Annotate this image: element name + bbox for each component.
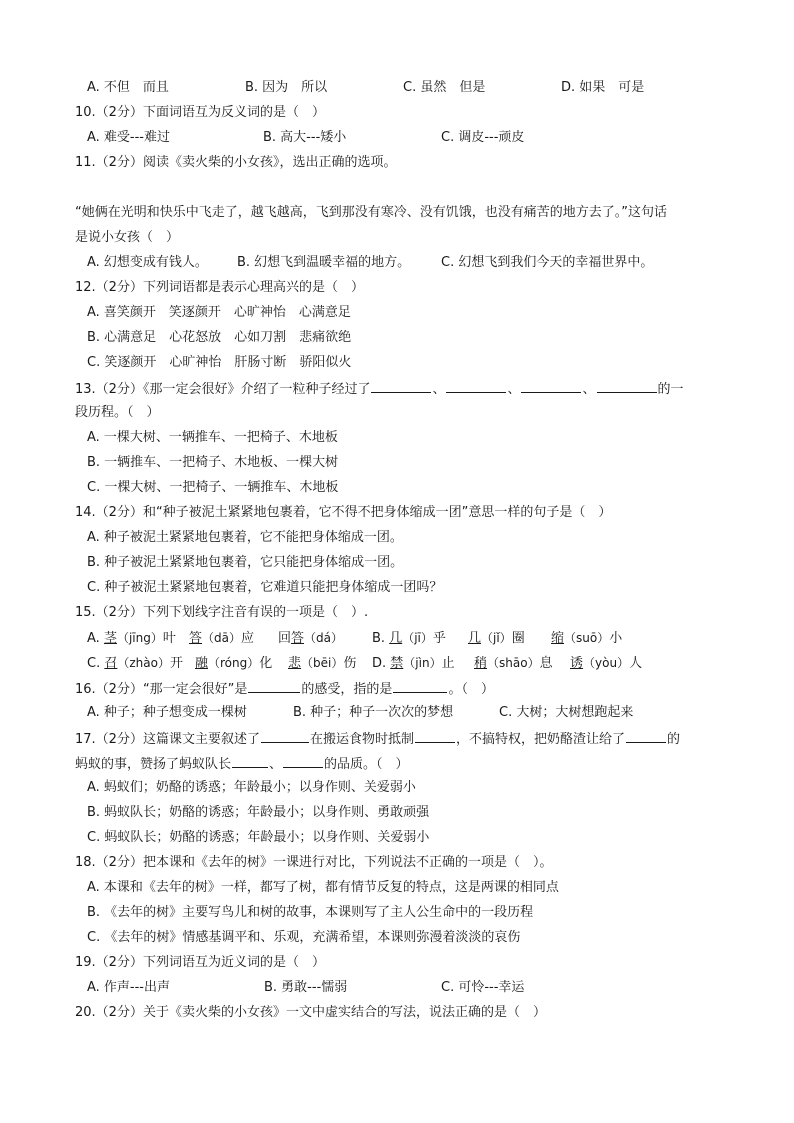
q15-item-a3: 回答（dá） — [278, 631, 344, 646]
q12-stem: 12.（2分）下列词语都是表示心理高兴的是（ ） — [75, 280, 364, 295]
q9-option-c: C. 虽然 但是 — [403, 80, 486, 95]
q15-item-d3: 诱（yòu）人 — [570, 656, 643, 671]
q16-stem-c: 。（ ） — [448, 682, 494, 697]
q17-blank-4 — [232, 754, 268, 768]
q11-option-b: B. 幻想飞到温暖幸福的地方。 — [237, 255, 411, 270]
q18-option-b: B. 《去年的树》主要写鸟儿和树的故事，本课则写了主人公生命中的一段历程 — [87, 905, 534, 920]
q10-option-a: A. 难受---难过 — [87, 130, 171, 145]
q14-stem: 14.（2分）和“种子被泥土紧紧地包裹着，它不得不把身体缩成一团”意思一样的句子是（ ） — [75, 505, 612, 520]
q16-blank-1 — [248, 679, 300, 693]
q17-option-b: B. 蚂蚁队长；奶酪的诱惑；年龄最小；以身作则、勇敢顽强 — [87, 805, 430, 820]
q16-stem-a: 16.（2分）“那一定会很好”是 — [75, 682, 248, 697]
q10-option-c: C. 调皮---顽皮 — [441, 130, 525, 145]
q18-option-c: C. 《去年的树》情感基调平和、乐观，充满希望，本课则弥漫着淡淡的哀伤 — [87, 930, 521, 945]
q14-option-a: A. 种子被泥土紧紧地包裹着，它不能把身体缩成一团。 — [87, 530, 403, 545]
q14-option-c: C. 种子被泥土紧紧地包裹着，它难道只能把身体缩成一团吗？ — [87, 580, 443, 595]
q17-blank-5 — [283, 754, 323, 768]
q17-blank-3 — [626, 729, 666, 743]
q13-blank-2 — [446, 379, 506, 393]
underlined-char: 答 — [291, 631, 305, 646]
q17-line2-c: 的品质。（ ） — [324, 757, 409, 772]
q19-option-c: C. 可怜---幸运 — [441, 980, 525, 995]
q13-option-a: A. 一棵大树、一辆推车、一把椅子、木地板 — [87, 430, 338, 445]
underlined-char: 悲 — [288, 656, 302, 671]
q17-option-a: A. 蚂蚁们；奶酪的诱惑；年龄最小；以身作则、关爱弱小 — [87, 780, 416, 795]
q16-option-c: C. 大树；大树想跑起来 — [499, 705, 634, 720]
q15-item-b1: B. 几（jī）乎 — [372, 631, 446, 646]
underlined-char: 稍 — [474, 656, 488, 671]
q17-line2-b: 、 — [269, 757, 283, 772]
q16-stem — [75, 679, 494, 697]
q16-stem-b: 的感受，指的是 — [301, 682, 393, 697]
q9-option-d: D. 如果 可是 — [561, 80, 645, 95]
underlined-char: 答 — [189, 631, 203, 646]
q11-option-c: C. 幻想飞到我们今天的幸福世界中。 — [441, 255, 654, 270]
q11-stem: 11.（2分）阅读《卖火柴的小女孩》，选出正确的选项。 — [75, 155, 397, 170]
q13-stem — [75, 379, 684, 397]
q20-stem: 20.（2分）关于《卖火柴的小女孩》一文中虚实结合的写法，说法正确的是（ ） — [75, 1005, 546, 1020]
q13-blank-3 — [521, 379, 581, 393]
q17-stem-a: 17.（2分）这篇课文主要叙述了 — [75, 732, 260, 747]
q11-passage-line2: 是说小女孩（ ） — [75, 230, 180, 245]
underlined-char: 几 — [468, 631, 482, 646]
q17-blank-1 — [261, 729, 309, 743]
q12-option-a: A. 喜笑颜开 笑逐颜开 心旷神怡 心满意足 — [87, 305, 351, 320]
q16-blank-2 — [393, 679, 447, 693]
q17-stem-c: ，不搞特权，把奶酪渣让给了 — [455, 732, 625, 747]
q15-item-d2: 稍（shāo）息 — [474, 656, 553, 671]
q15-stem: 15.（2分）下列下划线字注音有误的一项是（ ）. — [75, 605, 369, 620]
underlined-char: 缩 — [551, 631, 565, 646]
q19-option-a: A. 作声---出声 — [87, 980, 171, 995]
q15-item-c2: 融（róng）化 — [195, 656, 273, 671]
underlined-char: 召 — [104, 656, 118, 671]
q11-option-a: A. 幻想变成有钱人。 — [87, 255, 208, 270]
q9-option-b: B. 因为 所以 — [245, 80, 328, 95]
q13-sep-3: 、 — [582, 382, 596, 397]
q13-blank-4 — [597, 379, 657, 393]
underlined-char: 融 — [195, 656, 209, 671]
q9-option-a: A. 不但 而且 — [87, 80, 169, 95]
q16-option-b: B. 种子；种子一次次的梦想 — [293, 705, 454, 720]
q16-option-a: A. 种子；种子想变成一棵树 — [87, 705, 247, 720]
q15-item-b3: 缩（suō）小 — [551, 631, 623, 646]
q13-sep-1: 、 — [432, 382, 446, 397]
q13-option-b: B. 一辆推车、一把椅子、木地板、一棵大树 — [87, 455, 339, 470]
q15-item-a2: 答（dā）应 — [189, 631, 255, 646]
q12-option-b: B. 心满意足 心花怒放 心如刀割 悲痛欲绝 — [87, 330, 352, 345]
q17-line2-a: 蚂蚁的事，赞扬了蚂蚁队长 — [75, 757, 232, 772]
q13-sep-2: 、 — [507, 382, 521, 397]
q13-blank-1 — [371, 379, 431, 393]
q17-stem-line2 — [75, 754, 409, 772]
q10-option-b: B. 高大---矮小 — [263, 130, 347, 145]
q15-item-a1: A. 茎（jīng）叶 — [87, 631, 176, 646]
q13-option-c: C. 一棵大树、一把椅子、一辆推车、木地板 — [87, 480, 339, 495]
q15-item-c3: 悲（bēi）伤 — [288, 656, 357, 671]
q18-stem: 18.（2分）把本课和《去年的树》一课进行对比，下列说法不正确的一项是（ ）。 — [75, 855, 553, 870]
q18-option-a: A. 本课和《去年的树》一样，都写了树，都有情节反复的特点，这是两课的相同点 — [87, 880, 559, 895]
q17-stem-d: 的 — [666, 732, 680, 747]
underlined-char: 茎 — [103, 631, 117, 646]
q13-stem-line2: 段历程。（ ） — [75, 405, 160, 420]
q14-option-b: B. 种子被泥土紧紧地包裹着，它只能把身体缩成一团。 — [87, 555, 404, 570]
q17-option-c: C. 蚂蚁队长；奶酪的诱惑；年龄最小；以身作则、关爱弱小 — [87, 830, 430, 845]
underlined-char: 诱 — [570, 656, 584, 671]
q11-passage-line1: “她俩在光明和快乐中飞走了，越飞越高，飞到那没有寒冷、没有饥饿，也没有痛苦的地方去了。”这句话 — [75, 205, 667, 220]
q15-item-b2: 几（jǐ）圈 — [468, 631, 525, 646]
q12-option-c: C. 笑逐颜开 心旷神怡 肝肠寸断 骄阳似火 — [87, 355, 352, 370]
q13-stem-b: 的一 — [657, 382, 684, 397]
q13-stem-a: 13.（2分）《那一定会很好》介绍了一粒种子经过了 — [75, 382, 371, 397]
q15-item-c1: C. 召（zhào）开 — [87, 656, 183, 671]
q19-option-b: B. 勇敢---懦弱 — [264, 980, 348, 995]
underlined-char: 禁 — [390, 656, 404, 671]
q10-stem: 10.（2分）下面词语互为反义词的是（ ） — [75, 105, 325, 120]
q19-stem: 19.（2分）下列词语互为近义词的是（ ） — [75, 955, 325, 970]
q17-stem — [75, 729, 680, 747]
q17-blank-2 — [415, 729, 455, 743]
q15-item-d1: D. 禁（jìn）止 — [372, 656, 455, 671]
q17-stem-b: 在搬运食物时抵制 — [309, 732, 414, 747]
underlined-char: 几 — [389, 631, 403, 646]
